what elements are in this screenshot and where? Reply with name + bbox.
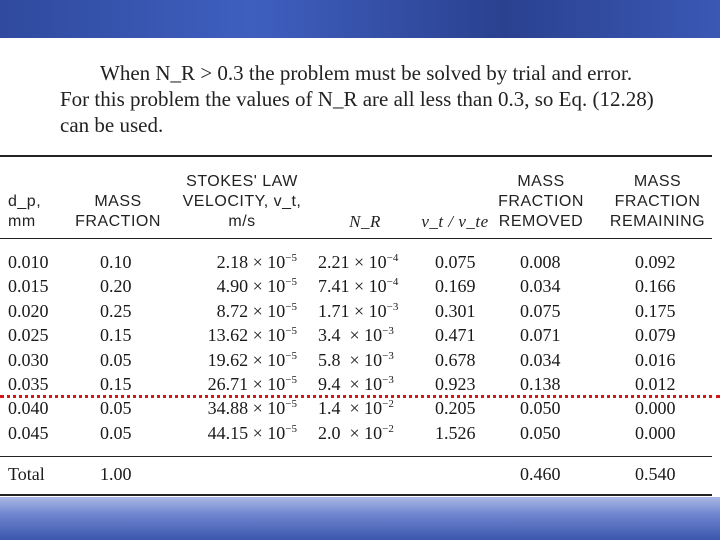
table-row (0, 325, 720, 349)
velocity-mantissa: 8.72 × 10 (216, 300, 286, 321)
cell-dp: 0.015 (8, 276, 49, 297)
cell-stokes-velocity (185, 374, 297, 395)
table-row (0, 398, 720, 422)
cell-dp: 0.045 (8, 422, 49, 443)
total-rule (0, 456, 712, 457)
cell-remaining: 0.166 (635, 276, 676, 297)
intro-paragraph (60, 60, 710, 138)
reynolds-mantissa: 5.8 × 10 (318, 349, 383, 370)
velocity-mantissa: 2.18 × 10 (216, 252, 286, 272)
cell-stokes-velocity (185, 398, 297, 419)
cell-removed: 0.071 (520, 325, 561, 346)
cell-remaining: 0.079 (635, 325, 676, 346)
cell-mass-fraction: 0.20 (100, 276, 132, 297)
reynolds-mantissa: 7.41 × 10 (318, 276, 387, 297)
reynolds-exponent: −2 (382, 398, 394, 411)
reynolds-exponent: −4 (386, 252, 399, 264)
table-row (0, 350, 720, 374)
velocity-mantissa: 26.71 × 10 (207, 374, 286, 394)
top-band (0, 0, 720, 38)
cell-reynolds (318, 350, 394, 371)
cell-stokes-velocity (185, 301, 297, 322)
cell-dp: 0.030 (8, 349, 49, 370)
cell-reynolds (318, 398, 394, 419)
cell-ratio: 0.471 (435, 325, 476, 346)
header-rule (0, 238, 712, 239)
cell-stokes-velocity (185, 276, 297, 297)
reynolds-mantissa: 1.71 × 10 (318, 300, 387, 321)
cell-dp: 0.040 (8, 398, 49, 419)
velocity-exponent: −5 (285, 300, 297, 313)
total-row (0, 464, 720, 488)
cell-ratio: 0.075 (435, 252, 476, 272)
cell-reynolds (318, 374, 394, 395)
header-stokes-velocity: STOKES' LAW VELOCITY, v_t, m/s (182, 173, 302, 230)
velocity-exponent: −5 (285, 325, 297, 338)
velocity-exponent: −5 (285, 276, 297, 289)
total-mass-fraction: 1.00 (100, 464, 132, 484)
cell-removed: 0.075 (520, 300, 561, 321)
cell-remaining: 0.175 (635, 300, 676, 321)
reynolds-mantissa: 2.0 × 10 (318, 422, 383, 443)
cell-stokes-velocity (185, 423, 297, 444)
velocity-mantissa: 4.90 × 10 (216, 276, 286, 297)
intro-line-3: can be used. (60, 113, 164, 137)
cell-removed: 0.050 (520, 422, 561, 443)
cell-remaining: 0.092 (635, 252, 676, 272)
table-row (0, 423, 720, 447)
cell-removed: 0.008 (520, 252, 561, 272)
cell-removed: 0.034 (520, 349, 561, 370)
cell-dp: 0.010 (8, 252, 49, 272)
header-remaining: MASS FRACTION REMAINING (609, 173, 706, 230)
reynolds-exponent: −3 (386, 300, 399, 313)
cell-mass-fraction: 0.05 (100, 422, 132, 443)
cell-reynolds (318, 301, 398, 322)
cell-stokes-velocity (185, 325, 297, 346)
cell-remaining: 0.000 (635, 422, 676, 443)
cell-reynolds (318, 423, 394, 444)
cell-mass-fraction: 0.05 (100, 398, 132, 419)
header-removed: MASS FRACTION REMOVED (498, 173, 584, 230)
velocity-mantissa: 13.62 × 10 (207, 325, 286, 346)
velocity-mantissa: 19.62 × 10 (207, 349, 286, 370)
table-row (0, 252, 720, 276)
cell-mass-fraction: 0.05 (100, 349, 132, 370)
cell-reynolds (318, 325, 394, 346)
reynolds-exponent: −3 (382, 349, 394, 362)
cell-ratio: 0.169 (435, 276, 476, 297)
cell-mass-fraction: 0.10 (100, 252, 132, 272)
cell-ratio: 0.678 (435, 349, 476, 370)
header-reynolds: N_R (349, 212, 381, 231)
cell-remaining: 0.000 (635, 398, 676, 419)
cell-mass-fraction: 0.25 (100, 300, 132, 321)
cell-mass-fraction: 0.15 (100, 325, 132, 346)
cell-dp: 0.020 (8, 300, 49, 321)
reynolds-mantissa: 3.4 × 10 (318, 325, 383, 346)
cell-mass-fraction: 0.15 (100, 374, 132, 394)
table-row (0, 301, 720, 325)
cell-remaining: 0.012 (635, 374, 676, 394)
bottom-band (0, 497, 720, 540)
cell-ratio: 0.923 (435, 374, 476, 394)
velocity-exponent: −5 (285, 398, 297, 411)
cell-ratio: 0.205 (435, 398, 476, 419)
total-removed: 0.460 (520, 464, 561, 484)
velocity-exponent: −5 (285, 252, 297, 264)
intro-line-2: For this problem the values of N_R are all less than 0.3, so Eq. (12.28) (60, 87, 654, 111)
cell-removed: 0.050 (520, 398, 561, 419)
reynolds-exponent: −2 (382, 422, 394, 435)
header-mass-fraction: MASS FRACTION (75, 193, 161, 230)
cell-ratio: 0.301 (435, 300, 476, 321)
velocity-mantissa: 34.88 × 10 (207, 398, 286, 419)
reynolds-mantissa: 9.4 × 10 (318, 374, 383, 394)
velocity-exponent: −5 (285, 349, 297, 362)
reynolds-exponent: −3 (382, 374, 394, 386)
cell-ratio: 1.526 (435, 422, 476, 443)
cell-dp: 0.035 (8, 374, 49, 394)
cell-stokes-velocity (185, 252, 297, 273)
total-remaining: 0.540 (635, 464, 676, 484)
cell-reynolds (318, 276, 398, 297)
table-bottom-rule (0, 494, 712, 496)
highlight-dotted-line (0, 395, 720, 398)
cell-dp: 0.025 (8, 325, 49, 346)
cell-reynolds (318, 252, 398, 273)
reynolds-mantissa: 1.4 × 10 (318, 398, 383, 419)
table-row (0, 276, 720, 300)
cell-removed: 0.034 (520, 276, 561, 297)
cell-remaining: 0.016 (635, 349, 676, 370)
total-label: Total (8, 464, 45, 484)
table-top-rule (0, 155, 712, 157)
intro-line-1: When N_R > 0.3 the problem must be solved by trial and error. (100, 61, 633, 85)
reynolds-mantissa: 2.21 × 10 (318, 252, 387, 272)
reynolds-exponent: −3 (382, 325, 394, 338)
header-dp: d_p, mm (8, 193, 42, 230)
reynolds-exponent: −4 (386, 276, 399, 289)
velocity-mantissa: 44.15 × 10 (207, 422, 286, 443)
cell-removed: 0.138 (520, 374, 561, 394)
header-ratio: v_t / v_te (421, 212, 489, 231)
velocity-exponent: −5 (285, 374, 297, 386)
velocity-exponent: −5 (285, 422, 297, 435)
cell-stokes-velocity (185, 350, 297, 371)
